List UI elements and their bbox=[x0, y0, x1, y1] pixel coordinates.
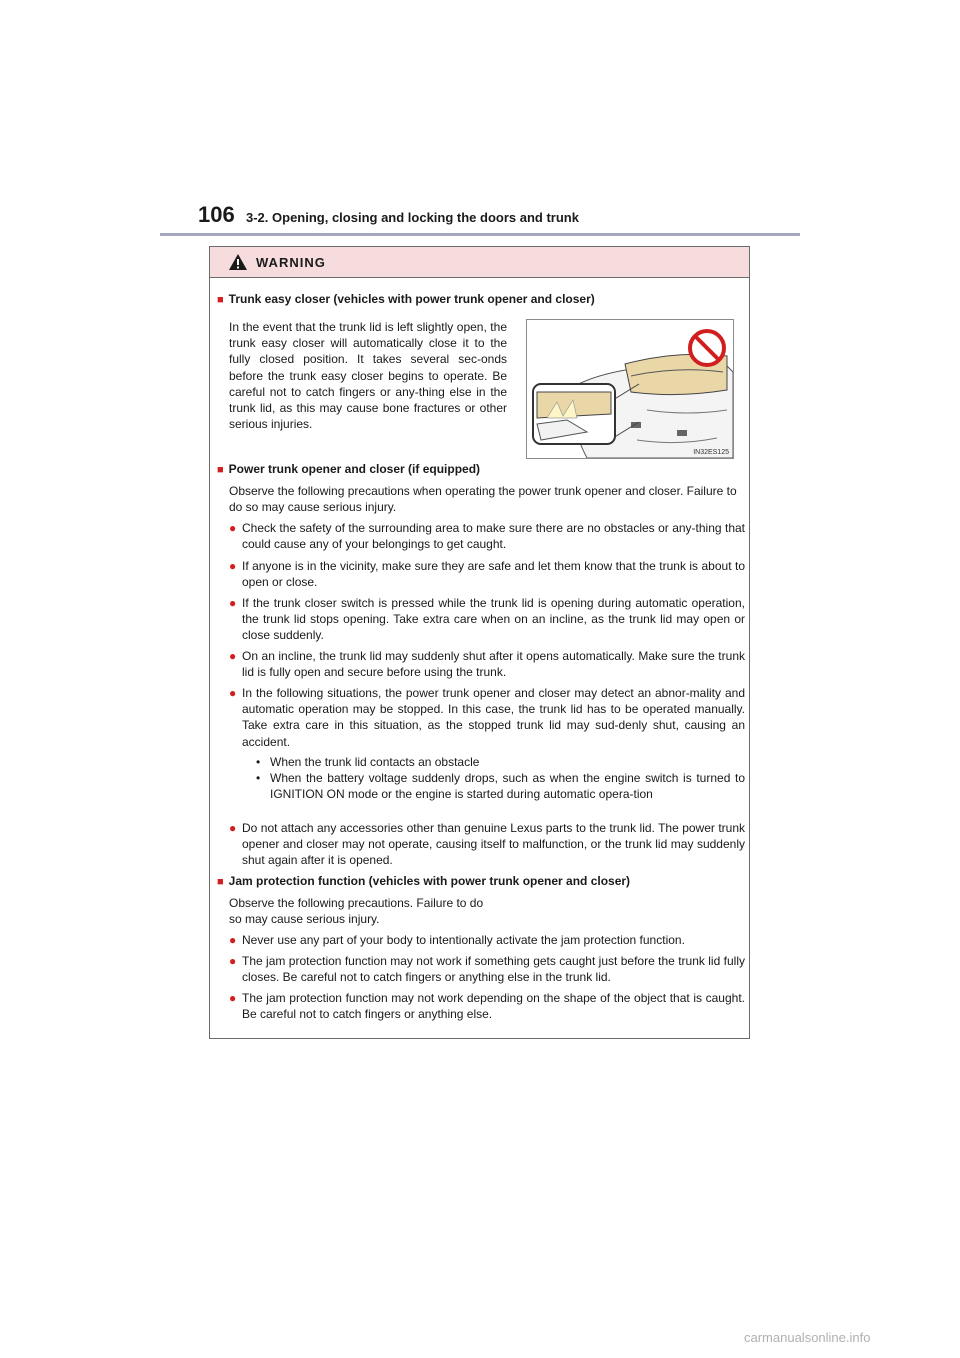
bullet-item: ● In the following situations, the power trunk opener and closer may detect an abnor-mality and automatic operation may be stopped. In this case, the trunk lid has to be operated manually. Take extra care in this situation, as the stopped trunk lid may sud-denly shut, causing an accident. bbox=[229, 686, 745, 749]
jam-protection-intro: Observe the following precautions. Failure to do so may cause serious injury. bbox=[229, 896, 484, 927]
easy-closer-text: In the event that the trunk lid is left slightly open, the trunk easy closer will automatically close it to the fully closed position. It takes several sec-onds before the trunk easy closer begins to operate. Be careful not to catch fingers or any-thing else in the trunk lid, as this may cause bone fractures or other serious injuries. bbox=[229, 320, 507, 432]
chapter-title: 3-2. Opening, closing and locking the doors and trunk bbox=[246, 210, 579, 225]
section-square-icon: ■ bbox=[217, 464, 224, 476]
footer-site-watermark: carmanualsonline.info bbox=[744, 1330, 871, 1345]
section-square-icon: ■ bbox=[217, 294, 224, 306]
bullet-dot-icon: ● bbox=[229, 821, 237, 835]
header-rule bbox=[160, 233, 800, 236]
section-title-jam-protection: ■ Jam protection function (vehicles with power trunk opener and closer) bbox=[217, 874, 631, 888]
power-trunk-intro: Observe the following precautions when operating the power trunk opener and closer. Failure to do so may cause serious injury. bbox=[229, 484, 737, 515]
bullet-dot-icon: ● bbox=[229, 521, 237, 535]
warning-triangle-icon bbox=[228, 253, 248, 271]
illustration-code: IN32ES125 bbox=[693, 449, 729, 456]
page-number: 106 bbox=[198, 202, 235, 227]
bullet-dot-icon: ● bbox=[229, 933, 237, 947]
bullet-item: ● Do not attach any accessories other than genuine Lexus parts to the trunk lid. The power trunk opener and closer may not operate, causing itself to malfunction, or the trunk lid may suddenly shut again after it is opened. bbox=[229, 821, 745, 868]
sub-bullet-icon: • bbox=[256, 771, 261, 785]
bullet-dot-icon: ● bbox=[229, 649, 237, 663]
bullet-item: ● On an incline, the trunk lid may suddenly shut after it opens automatically. Make sure the trunk lid is fully open and secure before using the trunk. bbox=[229, 649, 745, 680]
section-title-easy-closer: ■ Trunk easy closer (vehicles with power trunk opener and closer) bbox=[217, 292, 595, 306]
trunk-lid-illustration bbox=[526, 319, 734, 459]
bullet-item: ● The jam protection function may not work if something gets caught just before the trunk lid fully closes. Be careful not to catch fingers or anything else in the trunk lid. bbox=[229, 954, 745, 985]
bullet-dot-icon: ● bbox=[229, 991, 237, 1005]
bullet-dot-icon: ● bbox=[229, 596, 237, 610]
trunk-illustration-graphic bbox=[527, 320, 733, 458]
bullet-item: ● The jam protection function may not work depending on the shape of the object that is caught. Be careful not to catch fingers or anything else. bbox=[229, 991, 745, 1022]
sub-item: • When the battery voltage suddenly drops, such as when the engine switch is turned to IGNITION ON mode or the engine is started during automatic opera-tion bbox=[256, 771, 745, 802]
bullet-item: ● If the trunk closer switch is pressed while the trunk lid is opening during automatic operation, the trunk lid stops opening. Take extra care when on an incline, as the trunk lid may open or close suddenly. bbox=[229, 596, 745, 643]
warning-header bbox=[210, 247, 749, 278]
bullet-dot-icon: ● bbox=[229, 686, 237, 700]
sub-item: • When the trunk lid contacts an obstacle bbox=[256, 755, 480, 769]
bullet-item: ● If anyone is in the vicinity, make sure they are safe and let them know that the trunk is about to open or close. bbox=[229, 559, 745, 590]
warning-label: WARNING bbox=[256, 254, 326, 270]
bullet-dot-icon: ● bbox=[229, 954, 237, 968]
bullet-item: ● Never use any part of your body to intentionally activate the jam protection function. bbox=[229, 933, 685, 947]
section-title-power-trunk: ■ Power trunk opener and closer (if equipped) bbox=[217, 462, 481, 476]
bullet-dot-icon: ● bbox=[229, 559, 237, 573]
warning-box bbox=[209, 246, 750, 1039]
bullet-item: ● Check the safety of the surrounding area to make sure there are no obstacles or any-thing that could cause any of your belongings to get caught. bbox=[229, 521, 745, 552]
sub-bullet-icon: • bbox=[256, 755, 261, 769]
section-square-icon: ■ bbox=[217, 876, 224, 888]
